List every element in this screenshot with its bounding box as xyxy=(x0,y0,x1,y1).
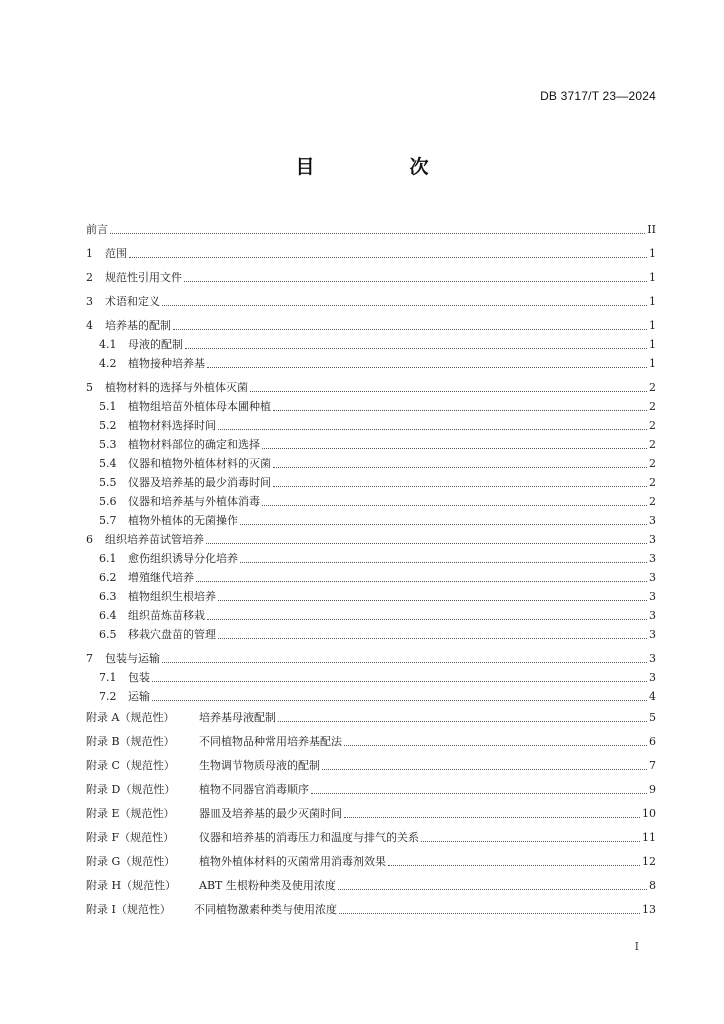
toc-entry[interactable] xyxy=(99,491,656,509)
dot-leader xyxy=(338,888,647,890)
appendix-page: 13 xyxy=(642,903,656,916)
appendix-prefix: 附录 H（规范性） xyxy=(86,879,177,892)
document-number: DB 3717/T 23—2024 xyxy=(540,89,656,103)
toc-entry-page: 1 xyxy=(649,357,656,370)
page-title: 目 次 xyxy=(295,156,467,178)
toc-entry-label: 移栽穴盘苗的管理 xyxy=(128,628,216,641)
appendix-label: 不同植物品种常用培养基配法 xyxy=(199,735,342,748)
toc-entry-number: 4.2 xyxy=(99,357,117,370)
toc-entry-label: 植物材料部位的确定和选择 xyxy=(128,438,260,451)
appendix-page: 6 xyxy=(649,735,656,748)
toc-entry[interactable] xyxy=(99,396,656,414)
appendix-label: 器皿及培养基的最少灭菌时间 xyxy=(199,807,342,820)
toc-entry-page: 2 xyxy=(649,476,656,489)
appendix-label: 植物不同器官消毒顺序 xyxy=(199,783,309,796)
toc-entry-page: 2 xyxy=(649,400,656,413)
toc-appendix-entry[interactable] xyxy=(86,899,656,917)
dot-leader xyxy=(421,840,640,842)
toc-entry[interactable] xyxy=(99,686,656,704)
appendix-prefix: 附录 G（规范性） xyxy=(86,855,176,868)
toc-entry[interactable] xyxy=(99,605,656,623)
toc-entry-number: 5.5 xyxy=(99,476,117,489)
toc-entry[interactable] xyxy=(99,586,656,604)
toc-entry-page: 3 xyxy=(649,609,656,622)
toc-entry-page: 3 xyxy=(649,590,656,603)
dot-leader xyxy=(184,280,647,282)
dot-leader xyxy=(206,542,647,544)
toc-entry-number: 5.4 xyxy=(99,457,117,470)
toc-entry[interactable] xyxy=(99,567,656,585)
toc-entry[interactable] xyxy=(86,648,656,666)
toc-entry-label: 范围 xyxy=(105,247,127,260)
toc-entry-page: 3 xyxy=(649,628,656,641)
toc-entry-label: 包装 xyxy=(128,671,150,684)
toc-entry-label: 植物组培苗外植体母本圃种植 xyxy=(128,400,271,413)
toc-entry-label: 植物材料选择时间 xyxy=(128,419,216,432)
appendix-prefix: 附录 A（规范性） xyxy=(86,711,175,724)
toc-entry-number: 6.5 xyxy=(99,628,117,641)
toc-entry-page: 1 xyxy=(649,271,656,284)
appendix-label: 仪器和培养基的消毒压力和温度与排气的关系 xyxy=(199,831,419,844)
toc-entry-label: 术语和定义 xyxy=(105,295,160,308)
appendix-page: 5 xyxy=(649,711,656,724)
toc-entry-page: II xyxy=(647,223,656,236)
toc-entry-label: 仪器和植物外植体材料的灭菌 xyxy=(128,457,271,470)
toc-entry-number: 5.6 xyxy=(99,495,117,508)
toc-entry[interactable] xyxy=(86,291,656,309)
dot-leader xyxy=(273,466,647,468)
toc-entry-number: 4 xyxy=(86,319,93,332)
toc-entry-page: 1 xyxy=(649,338,656,351)
toc-entry[interactable] xyxy=(99,334,656,352)
toc-entry-page: 1 xyxy=(649,295,656,308)
appendix-label: ABT 生根粉种类及使用浓度 xyxy=(199,879,336,892)
dot-leader xyxy=(262,504,647,506)
dot-leader xyxy=(262,447,647,449)
toc-appendix-entry[interactable] xyxy=(86,755,656,773)
dot-leader xyxy=(110,232,645,234)
toc-entry[interactable] xyxy=(86,243,656,261)
toc-appendix-entry[interactable] xyxy=(86,779,656,797)
appendix-label: 植物外植体材料的灭菌常用消毒剂效果 xyxy=(199,855,386,868)
appendix-label: 生物调节物质母液的配制 xyxy=(199,759,320,772)
toc-entry-number: 3 xyxy=(86,295,93,308)
toc-entry-label: 前言 xyxy=(86,223,108,236)
toc-entry-number: 5.7 xyxy=(99,514,117,527)
toc-entry[interactable] xyxy=(99,472,656,490)
toc-entry[interactable] xyxy=(86,219,656,237)
footer-page-number: I xyxy=(634,940,639,953)
toc-entry[interactable] xyxy=(86,267,656,285)
appendix-prefix: 附录 I（规范性） xyxy=(86,903,171,916)
toc-entry-label: 仪器及培养基的最少消毒时间 xyxy=(128,476,271,489)
dot-leader xyxy=(162,304,647,306)
appendix-label: 培养基母液配制 xyxy=(199,711,276,724)
toc-entry[interactable] xyxy=(99,510,656,528)
toc-entry-page: 2 xyxy=(649,419,656,432)
toc-entry-number: 4.1 xyxy=(99,338,117,351)
dot-leader xyxy=(218,428,647,430)
appendix-page: 8 xyxy=(649,879,656,892)
dot-leader xyxy=(278,720,647,722)
toc-entry-number: 6.2 xyxy=(99,571,117,584)
toc-entry-page: 3 xyxy=(649,533,656,546)
toc-entry-page: 1 xyxy=(649,319,656,332)
appendix-label: 不同植物激素种类与使用浓度 xyxy=(194,903,337,916)
toc-entry[interactable] xyxy=(99,548,656,566)
toc-entry-page: 2 xyxy=(649,457,656,470)
toc-entry-label: 母液的配制 xyxy=(128,338,183,351)
appendix-prefix: 附录 E（规范性） xyxy=(86,807,175,820)
appendix-prefix: 附录 C（规范性） xyxy=(86,759,175,772)
dot-leader xyxy=(207,618,647,620)
dot-leader xyxy=(129,256,647,258)
appendix-page: 12 xyxy=(642,855,656,868)
toc-entry-number: 7.1 xyxy=(99,671,117,684)
toc-entry[interactable] xyxy=(99,624,656,642)
toc-entry-number: 5.2 xyxy=(99,419,117,432)
toc-entry[interactable] xyxy=(99,453,656,471)
dot-leader xyxy=(196,580,647,582)
toc-entry-label: 包装与运输 xyxy=(105,652,160,665)
toc-entry-label: 植物组织生根培养 xyxy=(128,590,216,603)
toc-entry-page: 2 xyxy=(649,495,656,508)
toc-entry-label: 组织培养苗试管培养 xyxy=(105,533,204,546)
toc-entry[interactable] xyxy=(86,529,656,547)
dot-leader xyxy=(173,328,647,330)
toc-entry-number: 1 xyxy=(86,247,93,260)
dot-leader xyxy=(240,561,647,563)
toc-entry-label: 愈伤组织诱导分化培养 xyxy=(128,552,238,565)
toc-entry-number: 7 xyxy=(86,652,93,665)
dot-leader xyxy=(240,523,647,525)
toc-entry-number: 5.3 xyxy=(99,438,117,451)
dot-leader xyxy=(339,912,640,914)
toc-entry-page: 4 xyxy=(649,690,656,703)
toc-entry-label: 植物外植体的无菌操作 xyxy=(128,514,238,527)
toc-entry-page: 3 xyxy=(649,652,656,665)
toc-entry-label: 培养基的配制 xyxy=(105,319,171,332)
dot-leader xyxy=(218,637,647,639)
toc-appendix-entry[interactable] xyxy=(86,851,656,869)
dot-leader xyxy=(162,661,647,663)
appendix-page: 7 xyxy=(649,759,656,772)
dot-leader xyxy=(273,409,647,411)
dot-leader xyxy=(322,768,647,770)
toc-entry-number: 6.3 xyxy=(99,590,117,603)
toc-entry[interactable] xyxy=(99,434,656,452)
appendix-prefix: 附录 F（规范性） xyxy=(86,831,175,844)
toc-entry[interactable] xyxy=(86,315,656,333)
toc-entry-page: 3 xyxy=(649,514,656,527)
appendix-page: 9 xyxy=(649,783,656,796)
toc-entry-page: 3 xyxy=(649,571,656,584)
toc-entry-label: 组织苗炼苗移栽 xyxy=(128,609,205,622)
dot-leader xyxy=(311,792,647,794)
toc-appendix-entry[interactable] xyxy=(86,707,656,725)
dot-leader xyxy=(152,699,647,701)
dot-leader xyxy=(388,864,640,866)
toc-entry[interactable] xyxy=(99,667,656,685)
toc-entry-label: 运输 xyxy=(128,690,150,703)
toc-entry-label: 规范性引用文件 xyxy=(105,271,182,284)
toc-entry-label: 增殖继代培养 xyxy=(128,571,194,584)
appendix-page: 11 xyxy=(642,831,656,844)
toc-entry[interactable] xyxy=(99,353,656,371)
dot-leader xyxy=(250,390,647,392)
toc-entry-number: 5.1 xyxy=(99,400,117,413)
dot-leader xyxy=(344,744,647,746)
dot-leader xyxy=(344,816,640,818)
toc-entry-number: 7.2 xyxy=(99,690,117,703)
appendix-prefix: 附录 D（规范性） xyxy=(86,783,176,796)
toc-appendix-entry[interactable] xyxy=(86,731,656,749)
toc-entry-page: 3 xyxy=(649,552,656,565)
dot-leader xyxy=(218,599,647,601)
toc-entry-label: 植物材料的选择与外植体灭菌 xyxy=(105,381,248,394)
toc-entry-label: 植物接种培养基 xyxy=(128,357,205,370)
toc-entry-number: 2 xyxy=(86,271,93,284)
toc-entry[interactable] xyxy=(99,415,656,433)
toc-entry-page: 2 xyxy=(649,438,656,451)
toc-appendix-entry[interactable] xyxy=(86,803,656,821)
toc-entry-label: 仪器和培养基与外植体消毒 xyxy=(128,495,260,508)
toc-appendix-entry[interactable] xyxy=(86,875,656,893)
dot-leader xyxy=(273,485,647,487)
toc-entry-page: 1 xyxy=(649,247,656,260)
toc-entry[interactable] xyxy=(86,377,656,395)
toc-entry-number: 6 xyxy=(86,533,93,546)
appendix-page: 10 xyxy=(642,807,656,820)
toc-entry-page: 3 xyxy=(649,671,656,684)
toc-entry-number: 6.1 xyxy=(99,552,117,565)
toc-entry-number: 6.4 xyxy=(99,609,117,622)
dot-leader xyxy=(185,347,647,349)
toc-entry-number: 5 xyxy=(86,381,93,394)
dot-leader xyxy=(152,680,647,682)
toc-entry-page: 2 xyxy=(649,381,656,394)
appendix-prefix: 附录 B（规范性） xyxy=(86,735,175,748)
dot-leader xyxy=(207,366,647,368)
toc-appendix-entry[interactable] xyxy=(86,827,656,845)
